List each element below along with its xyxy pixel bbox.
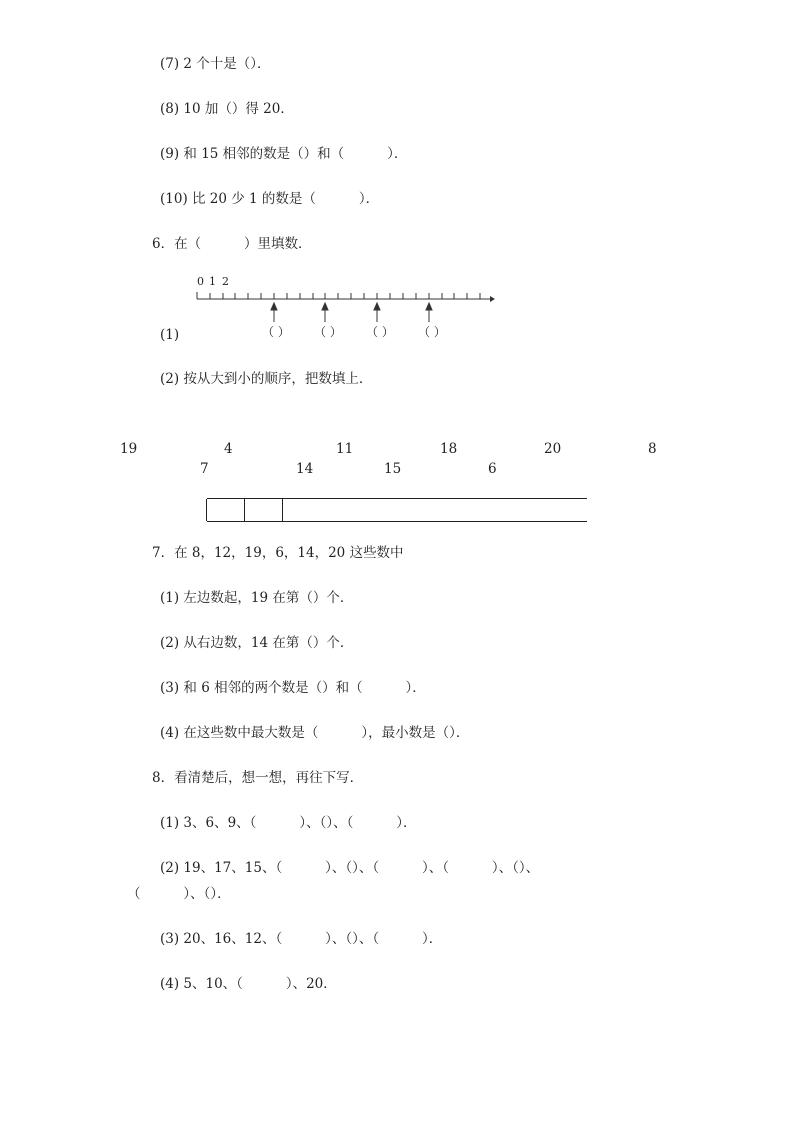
question-9: (9) 和 15 相邻的数是（）和（ ）． <box>160 146 408 162</box>
number-15: 15 <box>384 461 402 477</box>
number-4: 4 <box>224 441 233 457</box>
question-8-2-continued: （ ）、（）． <box>127 886 231 902</box>
number-20: 20 <box>544 441 562 457</box>
number-7: 7 <box>200 461 209 477</box>
number-line-graphic <box>190 270 510 350</box>
question-7-3: (3) 和 6 相邻的两个数是（）和（ ）． <box>160 680 426 696</box>
number-11: 11 <box>336 441 354 457</box>
answer-blank-3[interactable]: （ ） <box>366 325 394 339</box>
question-8-2: (2) 19、17、15、（ ）、（）、（ ）、（ ）、（）、 <box>160 860 540 876</box>
number-6: 6 <box>488 461 497 477</box>
question-8-3: (3) 20、16、12、（ ）、（）、（ ）． <box>160 931 443 947</box>
question-8-1: (1) 3、6、9、（ ）、（）、（ ）． <box>160 815 417 831</box>
question-7-2: (2) 从右边数，14 在第（）个． <box>160 635 354 651</box>
answer-box-2[interactable] <box>244 499 283 521</box>
number-line <box>190 270 510 350</box>
answer-box-3[interactable] <box>282 499 586 521</box>
section-6-title: 6．在（ ）里填数． <box>152 236 312 252</box>
svg-text:0: 0 <box>197 275 204 288</box>
part-1-label: (1) <box>160 327 180 343</box>
number-8: 8 <box>648 441 657 457</box>
number-19: 19 <box>120 441 138 457</box>
question-7-4: (4) 在这些数中最大数是（ ），最小数是（）． <box>160 725 470 741</box>
svg-text:1: 1 <box>209 275 216 288</box>
question-7: (7) 2 个十是（）． <box>160 56 271 72</box>
question-8: (8) 10 加（）得 20． <box>160 101 294 117</box>
answer-blank-4[interactable]: （ ） <box>418 325 446 339</box>
answer-box-1[interactable] <box>206 499 245 521</box>
section-7-title: 7．在 8，12，19，6，14，20 这些数中 <box>152 545 404 561</box>
number-14: 14 <box>296 461 314 477</box>
part-2-instruction: (2) 按从大到小的顺序，把数填上． <box>160 371 373 387</box>
question-8-4: (4) 5、10、（ ）、20． <box>160 976 337 992</box>
section-8-title: 8．看清楚后，想一想，再往下写． <box>152 770 364 786</box>
answer-blank-2[interactable]: （ ） <box>314 325 342 339</box>
question-10: (10) 比 20 少 1 的数是（ ）． <box>160 191 380 207</box>
svg-text:2: 2 <box>222 275 229 288</box>
question-7-1: (1) 左边数起，19 在第（）个． <box>160 590 354 606</box>
answer-blank-1[interactable]: （ ） <box>262 325 290 339</box>
answer-boxes <box>207 498 587 522</box>
number-18: 18 <box>440 441 458 457</box>
